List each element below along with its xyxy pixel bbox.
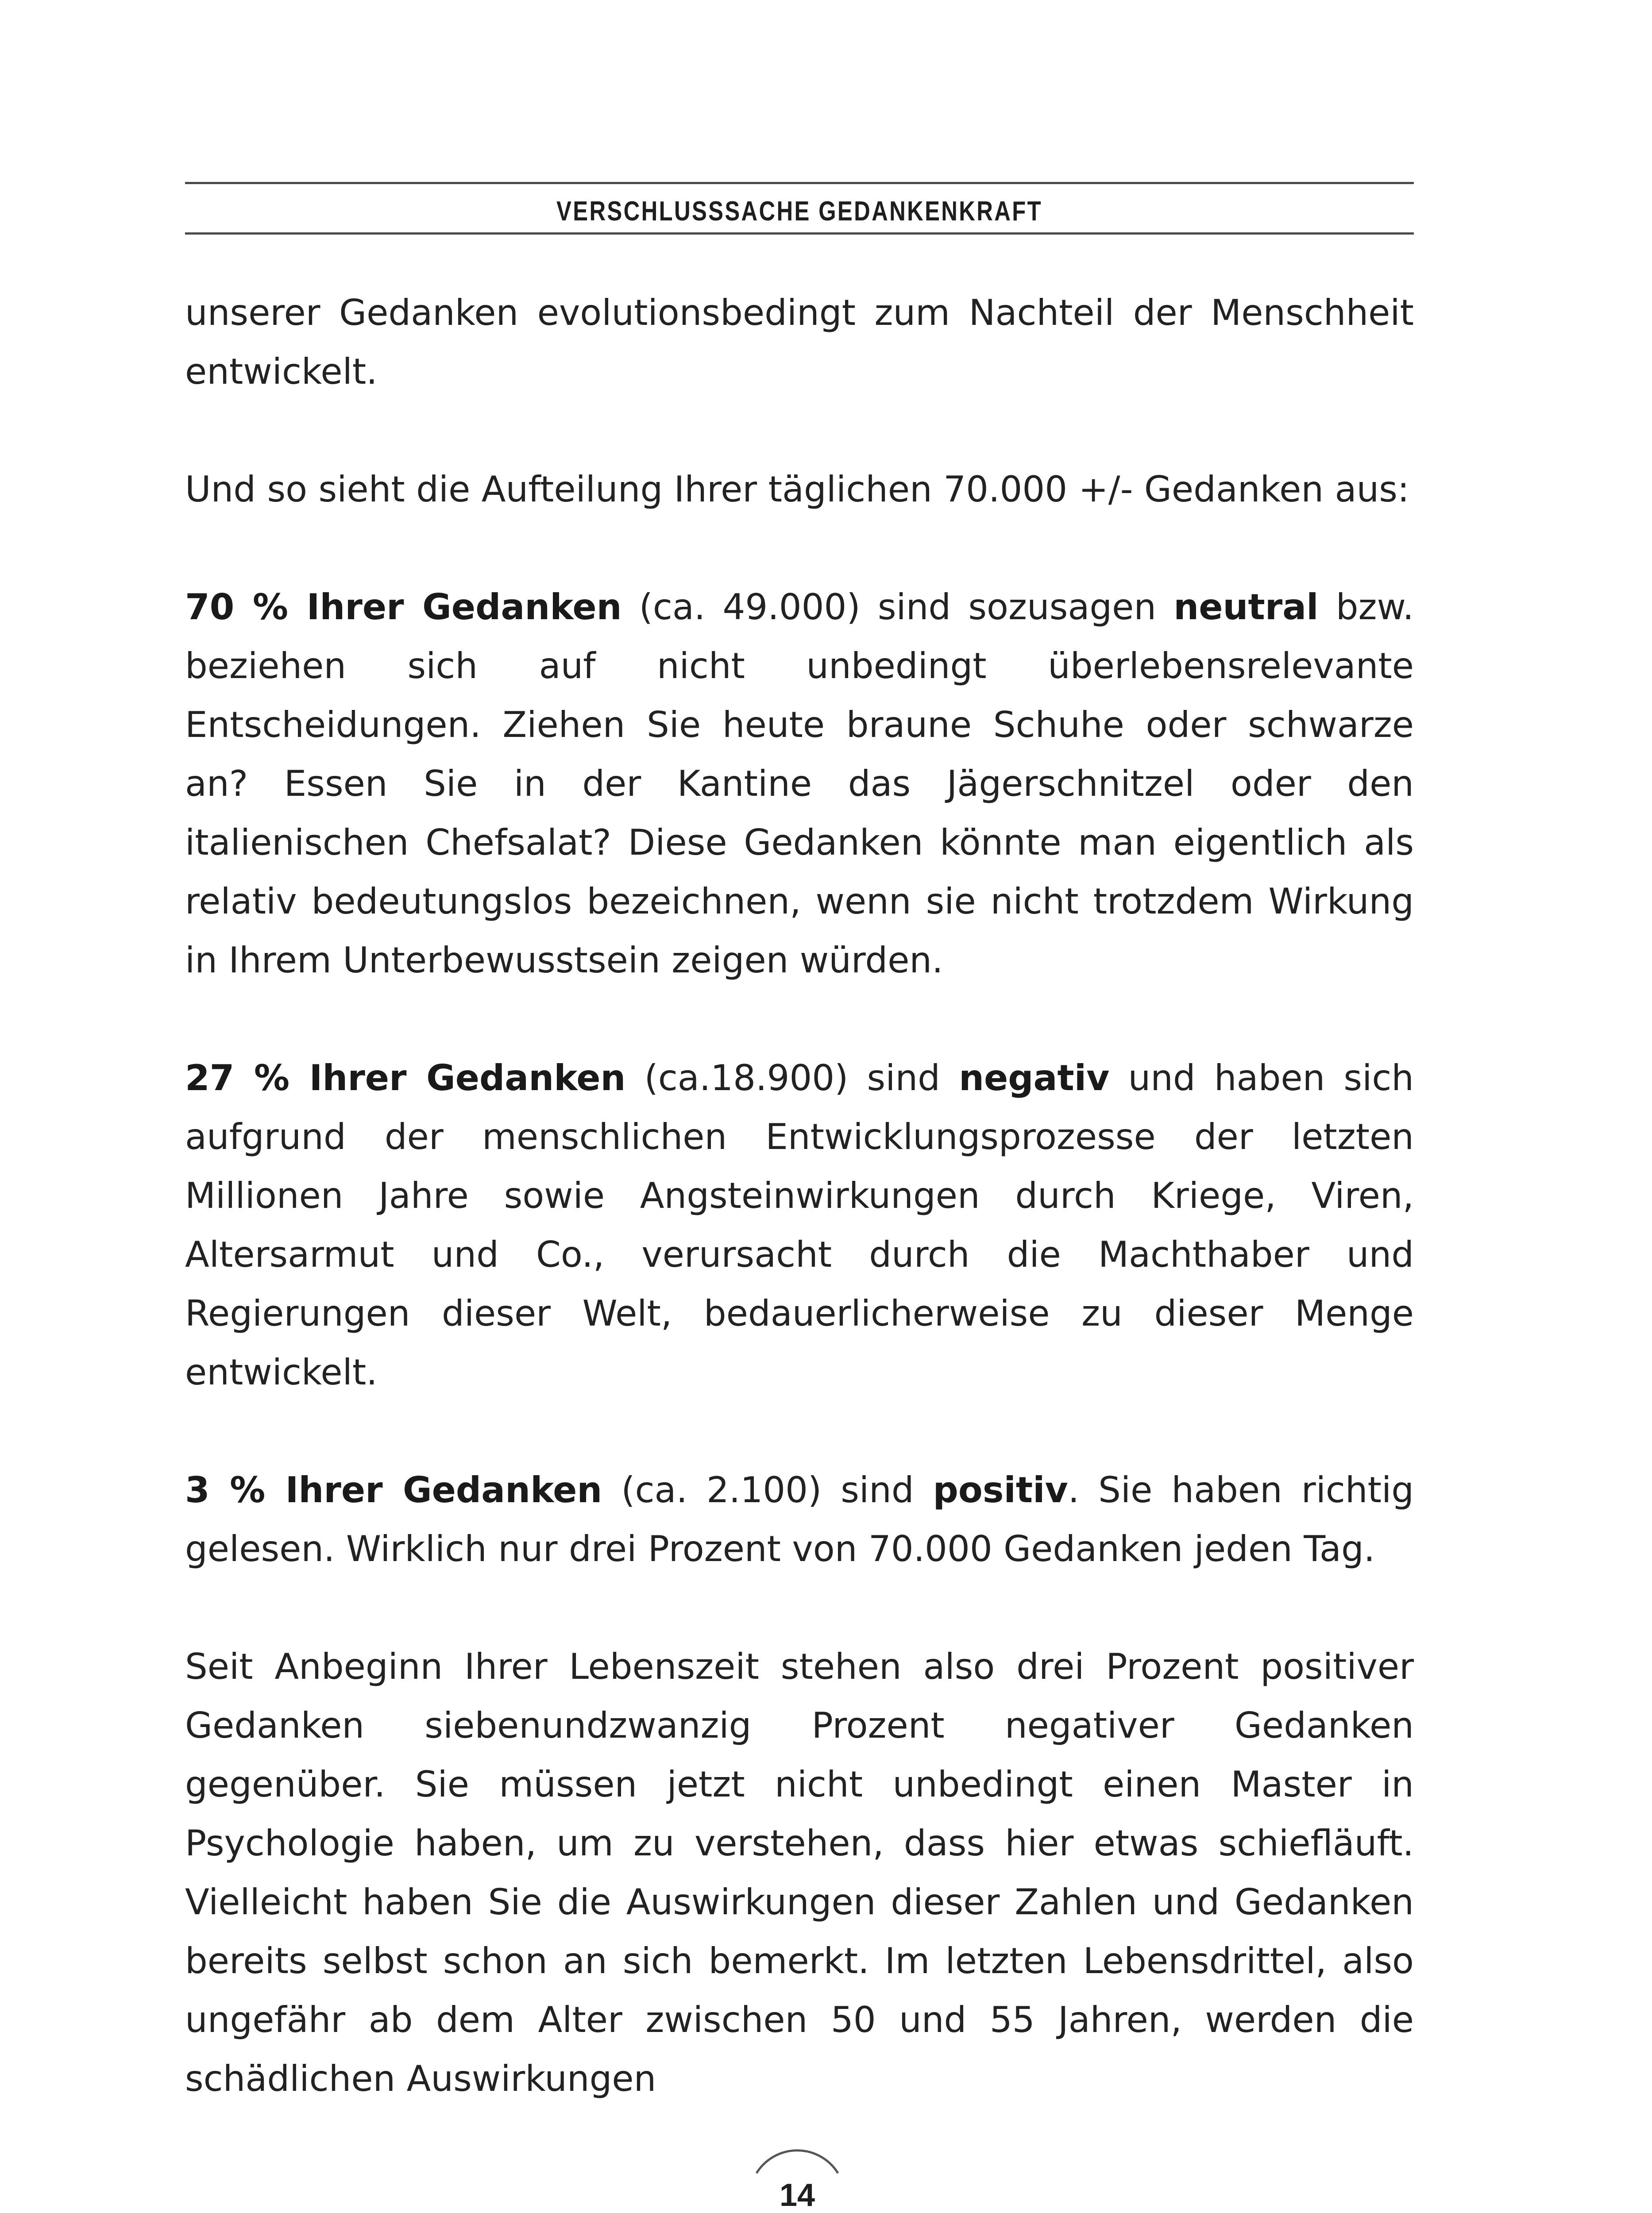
paragraph-negative: [185, 1049, 1414, 1402]
paragraph-intro: Und so sieht die Aufteilung Ihrer täglichen 70.000 +/- Gedanken aus:: [185, 469, 1409, 510]
neutral-lead: 70 % Ihrer Gedanken: [185, 586, 622, 628]
paragraph-continuation: unserer Gedanken evolutionsbedingt zum Nachteil der Menschheit entwickelt.: [185, 292, 1414, 392]
body-text: [185, 283, 1414, 2108]
page-number: 14: [779, 2178, 815, 2213]
negative-text-2: und haben sich aufgrund der menschlichen Entwicklungsprozesse der letzten Millionen Jahre sowie Angsteinwirkungen durch Kriege, Viren, Altersarmut und Co., verursacht durch die Machthaber und Regierungen dieser Welt, bedauerlicherweise zu dieser Menge entwickelt.: [185, 1057, 1414, 1393]
neutral-text-1: (ca. 49.000) sind sozusagen: [621, 586, 1174, 628]
page-number-badge: [744, 2142, 850, 2213]
positive-text-2: . Sie haben richtig gelesen. Wirklich nur drei Prozent von 70.000 Gedanken jeden Tag.: [185, 1469, 1414, 1569]
positive-text-1: (ca. 2.100) sind: [602, 1469, 933, 1511]
neutral-keyword: neutral: [1173, 586, 1319, 628]
paragraph-neutral: [185, 578, 1414, 990]
paragraph-positive: [185, 1461, 1414, 1578]
paragraph-conclusion: Seit Anbeginn Ihrer Lebenszeit stehen also drei Prozent positiver Gedanken siebenundzwanzig Prozent negativer Gedanken gegenüber. Sie müssen jetzt nicht unbedingt einen Master in Psychologie haben, um zu verstehen, dass hier etwas schiefläuft. Vielleicht haben Sie die Auswirkungen dieser Zahlen und Gedanken bereits selbst schon an sich bemerkt. Im letzten Lebensdrittel, also ungefähr ab dem Alter zwischen 50 und 55 Jahren, werden die schädlichen Auswirkungen: [185, 1646, 1414, 2099]
positive-keyword: positiv: [933, 1469, 1068, 1511]
positive-lead: 3 % Ihrer Gedanken: [185, 1469, 602, 1511]
running-header: VERSCHLUSSSACHE GEDANKENKRAFT: [556, 196, 1042, 227]
neutral-text-2: bzw. beziehen sich auf nicht unbedingt überlebensrelevante Entscheidungen. Ziehen Sie heute braune Schuhe oder schwarze an? Essen Sie in der Kantine das Jägerschnitzel oder den italienischen Chefsalat? Diese Gedanken könnte man eigentlich als relativ bedeutungslos bezeichnen, wenn sie nicht trotzdem Wirkung in Ihrem Unterbewusstsein zeigen würden.: [185, 586, 1414, 981]
negative-text-1: (ca.18.900) sind: [625, 1057, 959, 1099]
header-rule-bottom: [185, 232, 1414, 235]
header-rule-top: [185, 182, 1414, 184]
negative-lead: 27 % Ihrer Gedanken: [185, 1057, 626, 1099]
negative-keyword: negativ: [959, 1057, 1110, 1099]
